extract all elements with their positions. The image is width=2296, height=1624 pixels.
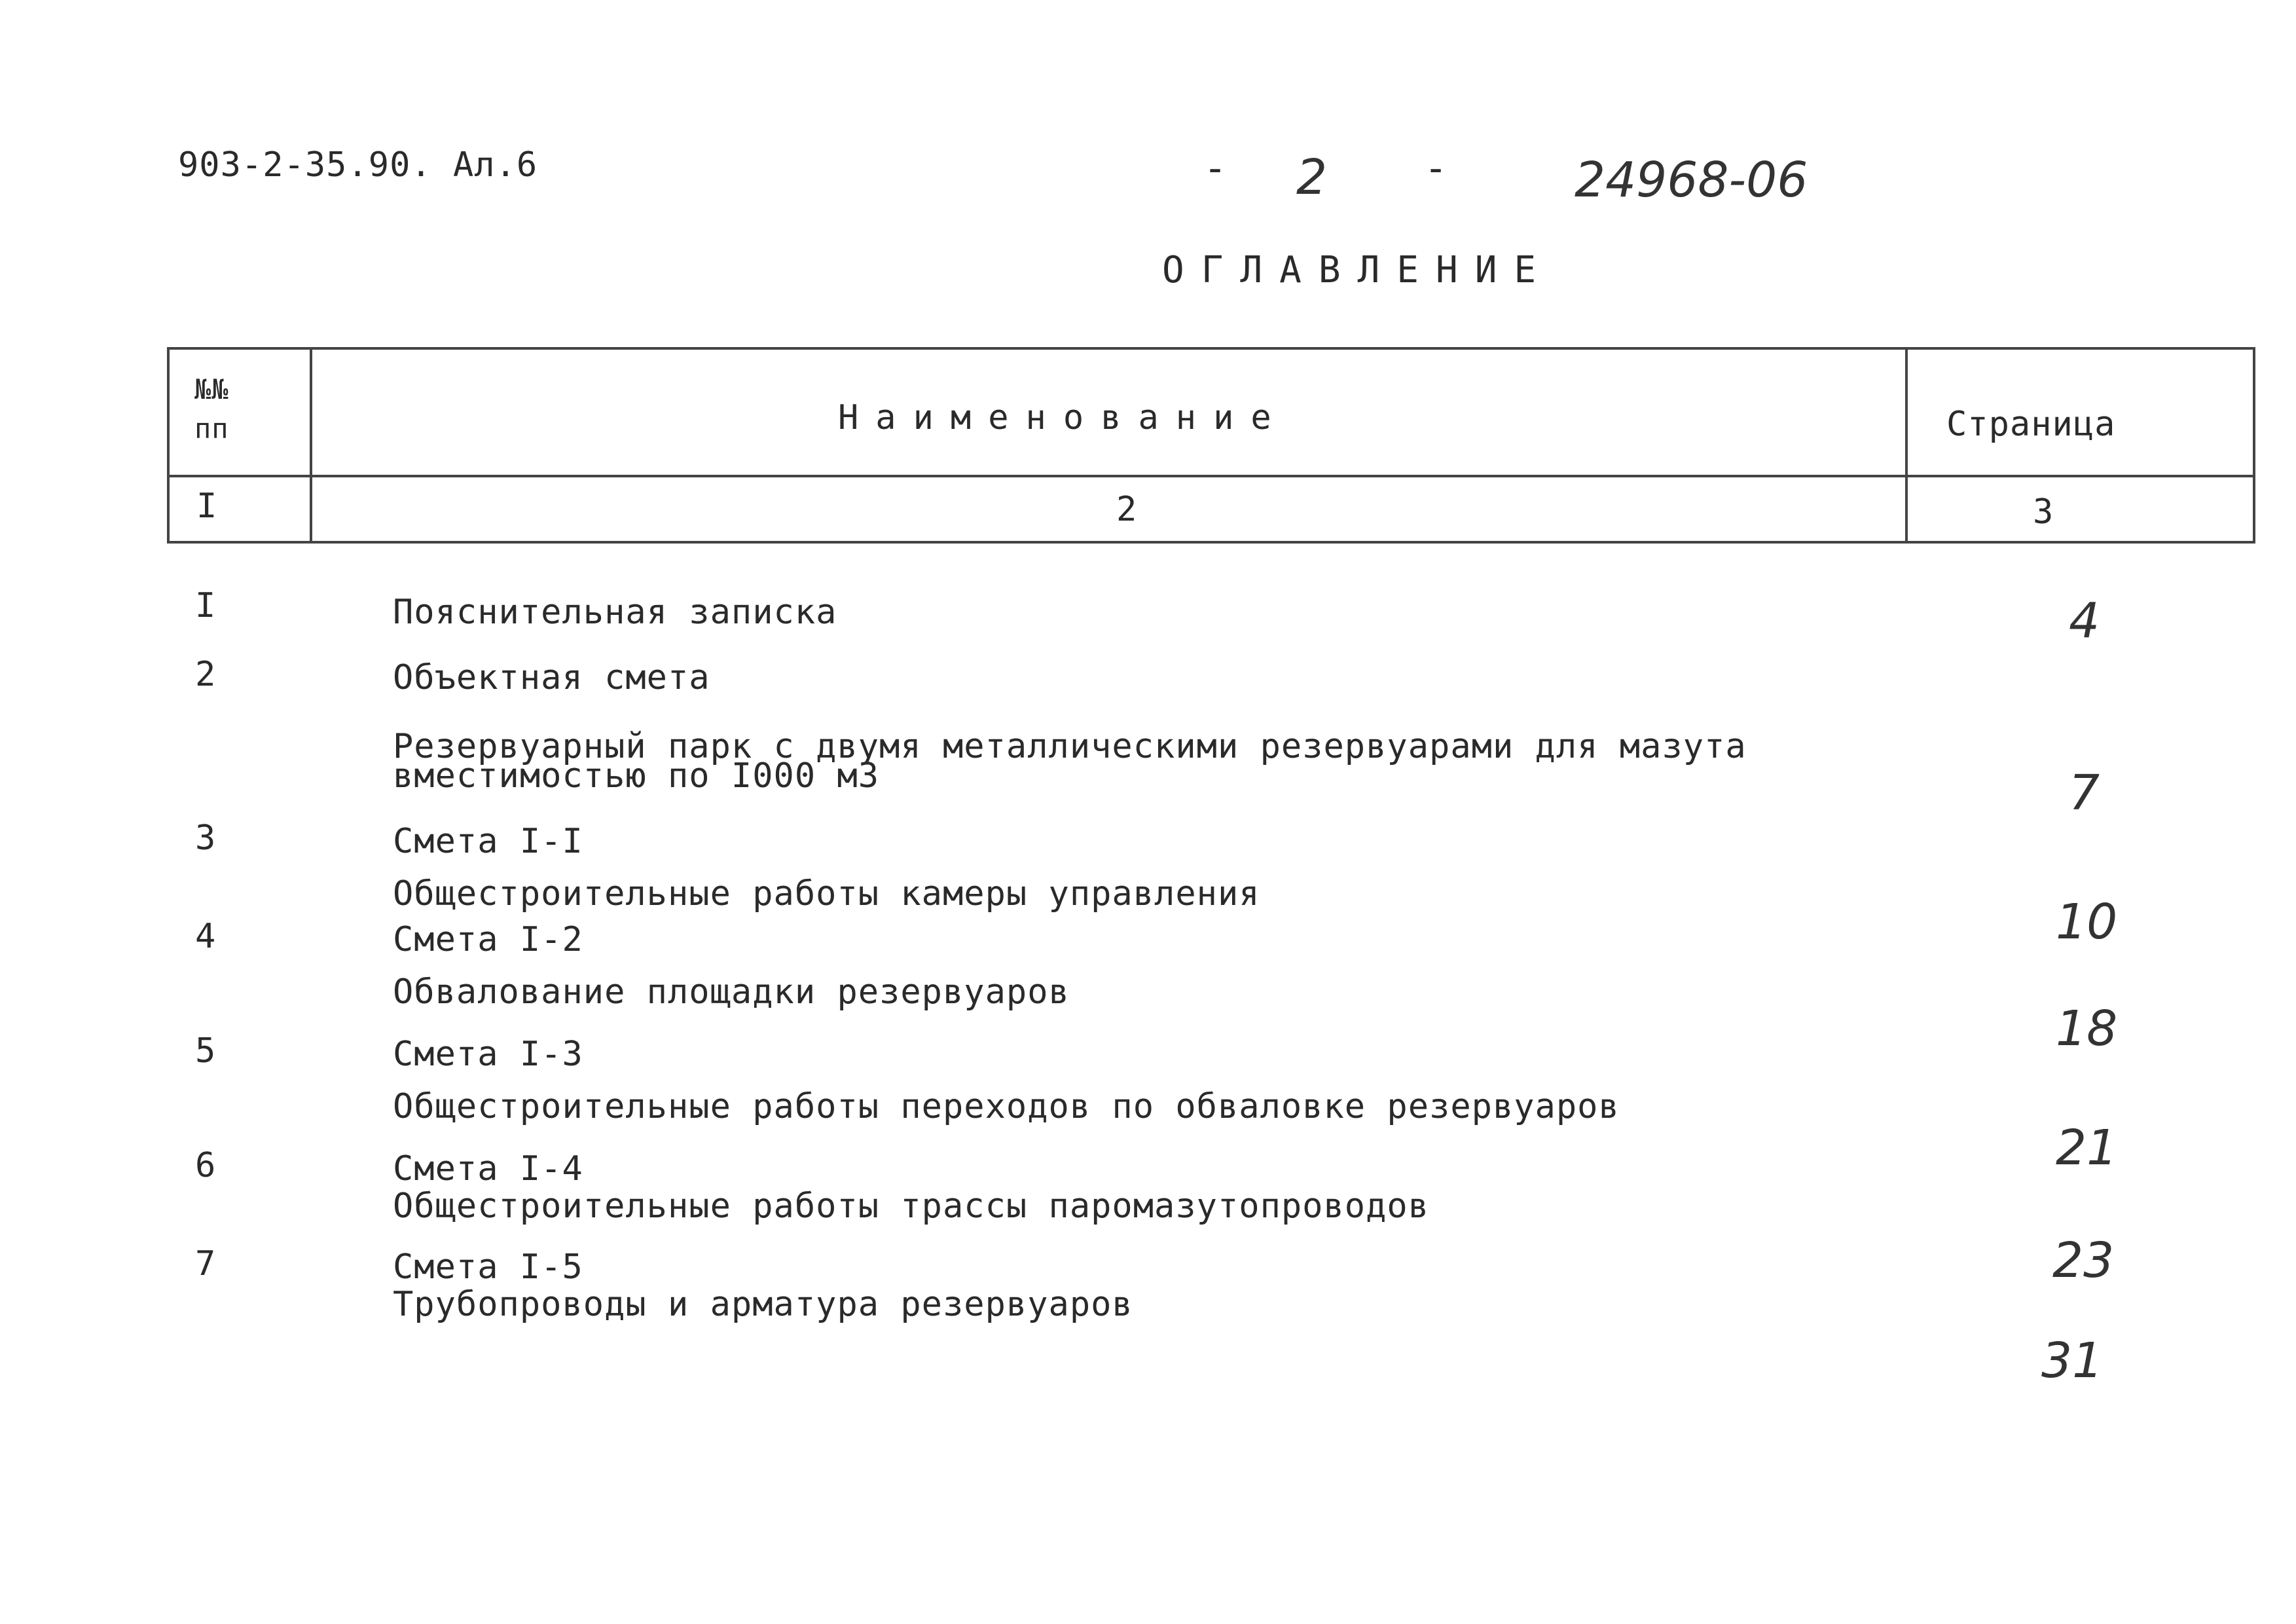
entry-number: 4	[195, 917, 217, 956]
entry-number: 7	[195, 1244, 217, 1283]
dash-right: -	[1424, 145, 1449, 191]
estimate-label: Смета I-2	[393, 920, 583, 959]
entry-page: 7	[2069, 765, 2100, 821]
table-border-bottom	[167, 541, 2255, 544]
estimate-label: Смета I-4	[393, 1149, 583, 1189]
estimate-label: Смета I-3	[393, 1035, 583, 1074]
estimate-label: Смета I-5	[393, 1247, 583, 1287]
col-name-index: 2	[1116, 490, 1138, 529]
entry-page: 4	[2069, 593, 2100, 649]
entry-number: 6	[195, 1146, 217, 1185]
table-border-left	[167, 347, 170, 544]
entry-number: I	[195, 586, 217, 625]
entry-number: 5	[195, 1031, 217, 1071]
table-col-divider-2	[1905, 347, 1908, 544]
entry-title: Общестроительные работы трассы паромазутопроводов	[393, 1187, 1430, 1226]
entry-page: 18	[2056, 1001, 2118, 1057]
col-number-header-line1: №№	[194, 373, 229, 405]
entry-number: 3	[195, 819, 217, 858]
entry-title-continued: вместимостью по I000 м3	[393, 756, 880, 796]
entry-title: Резервуарный парк с двумя металлическими резервуарами для мазута	[393, 727, 1747, 766]
document-code: 903-2-35.90. Ал.6	[178, 145, 538, 185]
page-number: 2	[1296, 149, 1328, 206]
col-page-index: 3	[2033, 492, 2054, 532]
table-col-divider-1	[310, 347, 312, 544]
estimate-label: Смета I-I	[393, 822, 583, 861]
table-border-top	[167, 347, 2255, 350]
col-number-index: I	[196, 487, 218, 526]
entry-number: 2	[195, 655, 217, 694]
table-border-right	[2253, 347, 2255, 544]
entry-title: Пояснительная записка	[393, 593, 837, 632]
col-name-header: Наименование	[838, 398, 1288, 437]
entry-title: Объектная смета	[393, 658, 710, 697]
entry-page: 23	[2052, 1232, 2115, 1289]
col-number-header-line2: пп	[194, 413, 229, 445]
archive-number: 24968-06	[1575, 152, 1808, 208]
entry-page: 10	[2056, 894, 2118, 950]
entry-title: Общестроительные работы камеры управления	[393, 874, 1260, 913]
table-divider	[167, 475, 2255, 477]
toc-title: ОГЛАВЛЕНИЕ	[1162, 249, 1554, 291]
entry-page: 21	[2056, 1120, 2118, 1176]
dash-left: -	[1203, 145, 1228, 191]
entry-title: Трубопроводы и арматура резервуаров	[393, 1285, 1133, 1324]
col-page-header: Страница	[1946, 405, 2116, 444]
entry-title: Обвалование площадки резервуаров	[393, 972, 1070, 1012]
entry-title: Общестроительные работы переходов по обваловке резервуаров	[393, 1087, 1620, 1126]
entry-page: 31	[2041, 1333, 2104, 1389]
toc-header-table	[167, 347, 2255, 544]
